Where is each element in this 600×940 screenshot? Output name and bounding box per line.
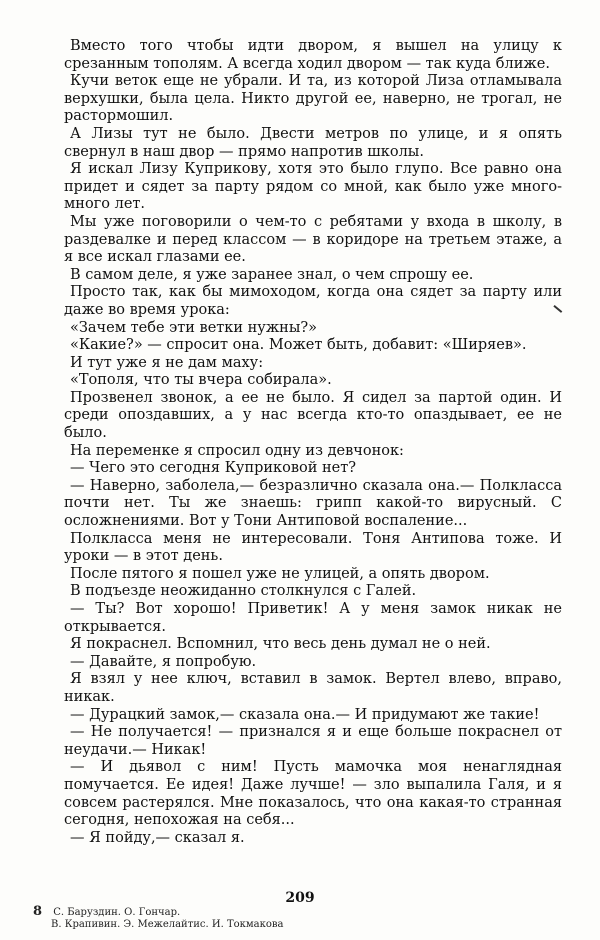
paragraph: Просто так, как бы мимоходом, когда она сядет за парту или даже во время урока: [64, 284, 562, 318]
signature-number: 8 [33, 904, 43, 919]
paragraph: «Зачем тебе эти ветки нужны?» [70, 319, 318, 336]
signature-line-2 [33, 919, 284, 931]
paragraph: Я искал Лизу Куприкову, хотя это было глупо. Все равно она придет и сядет за парту рядом со мной, как было уже много-много лет. [64, 161, 562, 213]
paragraph: А Лизы тут не было. Двести метров по улице, и я опять свернул в наш двор — прямо напротив школы. [64, 125, 562, 160]
paragraph: После пятого я пошел уже не улицей, а опять двором. [70, 565, 490, 582]
body-text [64, 38, 562, 847]
paragraph: — Ты? Вот хорошо! Приветик! А у меня замок никак не открывается. [64, 601, 562, 635]
paragraph: «Какие?» — спросит она. Может быть, добавит: «Ширяев». [70, 337, 527, 354]
paragraph: — И дьявол с ним! Пусть мамочка моя ненаглядная помучается. Ее идея! Даже лучше! — зло выпалила Галя, и я совсем растерялся. Мне показалось, что она какая-то странная сегодня, непохожая на себя... [64, 759, 562, 829]
paragraph: — Дурацкий замок,— сказала она.— И придумают же такие! [70, 706, 540, 723]
signature-authors-2: В. Крапивин. Э. Межелайтис. И. Токмакова [51, 919, 284, 930]
paragraph: — Не получается! — признался я и еще больше покраснел от неудачи.— Никак! [64, 724, 562, 758]
paragraph: В самом деле, я уже заранее знал, о чем спрошу ее. [70, 266, 474, 283]
paragraph: Вместо того чтобы идти двором, я вышел на улицу к срезанным тополям. А всегда ходил двором — так куда ближе. [64, 38, 562, 72]
paragraph: Я взял у нее ключ, вставил в замок. Вертел влево, вправо, никак. [64, 671, 562, 705]
signature-line-1 [33, 906, 284, 919]
paragraph: — Давайте, я попробую. [70, 653, 257, 670]
paragraph: — Наверно, заболела,— безразлично сказала она.— Полкласса почти нет. Ты же знаешь: грипп какой-то вирусный. С осложнениями. Вот у Тони Антиповой воспаление... [64, 477, 562, 530]
paragraph: На переменке я спросил одну из девчонок: [70, 442, 404, 459]
paragraph: Прозвенел звонок, а ее не было. Я сидел за партой один. И среди опоздавших, а у нас всегда кто-то опаздывает, ее не было. [64, 389, 562, 442]
paragraph: Полкласса меня не интересовали. Тоня Антипова тоже. И уроки — в этот день. [64, 530, 562, 565]
signature-authors-1: С. Баруздин. О. Гончар. [53, 907, 181, 918]
printer-signature [33, 906, 284, 931]
page-number: 209 [285, 890, 315, 906]
paragraph: — Я пойду,— сказал я. [70, 829, 245, 846]
paragraph: Мы уже поговорили о чем-то с ребятами у входа в школу, в раздевалке и перед классом — в коридоре на третьем этаже, а я все искал глазами ее. [64, 213, 562, 266]
paragraph: И тут уже я не дам маху: [70, 354, 264, 371]
paragraph: «Тополя, что ты вчера собирала». [70, 372, 332, 389]
paragraph: В подъезде неожиданно столкнулся с Галей. [70, 583, 417, 600]
paragraph: Кучи веток еще не убрали. И та, из которой Лиза отламывала верхушки, была цела. Никто другой ее, наверно, не трогал, не растормошил. [64, 73, 562, 125]
paragraph: Я покраснел. Вспомнил, что весь день думал не о ней. [70, 636, 491, 653]
paragraph: — Чего это сегодня Куприковой нет? [70, 460, 357, 477]
